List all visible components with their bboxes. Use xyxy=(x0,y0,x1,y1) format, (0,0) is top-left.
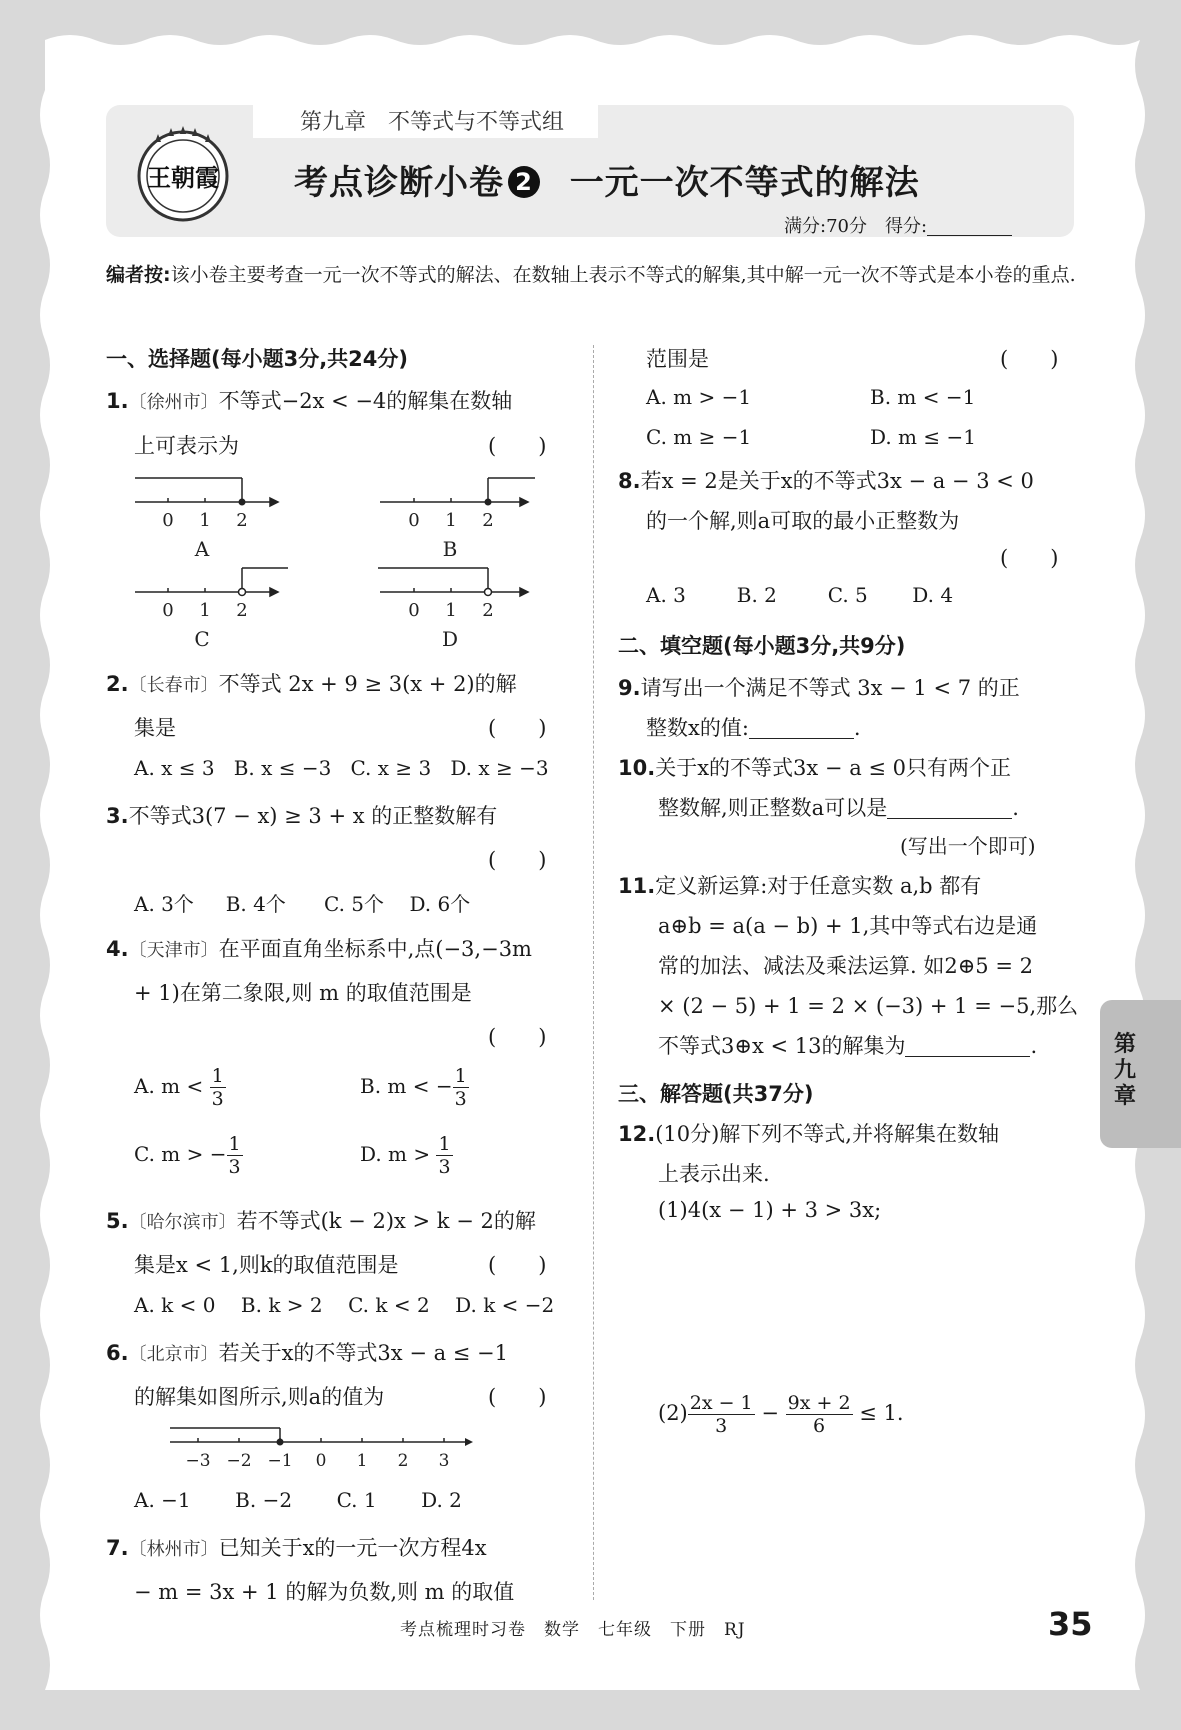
q5-line1: 5.〔哈尔滨市〕若不等式(k − 2)x > k − 2的解 xyxy=(106,1209,536,1233)
tick-label: 1 xyxy=(445,510,457,531)
q12-line2: 上表示出来. xyxy=(658,1162,770,1186)
tick-label: 1 xyxy=(445,600,457,621)
section-answer: 三、解答题(共37分) xyxy=(618,1082,814,1106)
q3-line1: 3.不等式3(7 − x) ≥ 3 + x 的正整数解有 xyxy=(106,804,498,828)
tick-label: 1 xyxy=(356,1451,368,1471)
q6-options: A. −1 B. −2 C. 1 D. 2 xyxy=(134,1488,462,1512)
q7-line2: − m = 3x + 1 的解为负数,则 m 的取值 xyxy=(134,1580,515,1604)
tick-label: 1 xyxy=(199,600,211,621)
q5-answer-paren[interactable]: ( ) xyxy=(488,1253,547,1277)
tick-label: −3 xyxy=(185,1451,211,1471)
tick-label: −1 xyxy=(267,1451,293,1471)
option-label-c: C xyxy=(194,627,210,651)
column-divider xyxy=(593,345,594,1600)
q11-line1: 11.定义新运算:对于任意实数 a,b 都有 xyxy=(618,874,982,898)
q12-part2: (2) $\frac{2x - 1}{3}$ − $\frac{9x + 2}{6}$ ≤ 1. xyxy=(658,1392,904,1437)
option-label-a: A xyxy=(194,537,210,561)
q6-line2: 的解集如图所示,则a的值为 xyxy=(134,1385,385,1409)
publisher-logo xyxy=(128,118,238,228)
section-choice: 一、选择题(每小题3分,共24分) xyxy=(106,347,409,371)
q10-line1: 10.关于x的不等式3x − a ≤ 0只有两个正 xyxy=(618,756,1012,780)
q3-options: A. 3个 B. 4个 C. 5个 D. 6个 xyxy=(134,892,471,916)
footer: 考点梳理时习卷 数学 七年级 下册 RJ xyxy=(400,1620,746,1640)
q4-line1: 4.〔天津市〕在平面直角坐标系中,点(−3,−3m xyxy=(106,937,532,961)
q8-answer-paren[interactable]: ( ) xyxy=(1000,546,1059,570)
q1-line2: 上可表示为 xyxy=(134,434,239,458)
q7-line3: 范围是 xyxy=(646,347,709,371)
q6-answer-paren[interactable]: ( ) xyxy=(488,1385,547,1409)
chapter-side-tab-label: 第九章 xyxy=(1114,1032,1137,1109)
q12-line1: 12.(10分)解下列不等式,并将解集在数轴 xyxy=(618,1122,999,1146)
q2-line2: 集是 xyxy=(134,716,176,740)
q2-line1: 2.〔长春市〕不等式 2x + 9 ≥ 3(x + 2)的解 xyxy=(106,672,517,696)
q4-option-d: D. m > $\frac{1}{3}$ xyxy=(360,1133,451,1178)
q6-number-line xyxy=(160,1420,480,1480)
q9-blank[interactable] xyxy=(749,720,854,739)
page-title: 考点诊断小卷 2 一元一次不等式的解法 xyxy=(294,163,920,203)
q11-line5: 不等式3⊕x < 13的解集为 . xyxy=(658,1034,1038,1058)
q6-line1: 6.〔北京市〕若关于x的不等式3x − a ≤ −1 xyxy=(106,1341,509,1365)
q8-line1: 8.若x = 2是关于x的不等式3x − a − 3 < 0 xyxy=(618,469,1034,493)
q7-option-b: B. m < −1 xyxy=(870,385,976,409)
tick-label: 0 xyxy=(408,510,420,531)
q4-option-a: A. m < $\frac{1}{3}$ xyxy=(134,1065,224,1110)
q11-line4: × (2 − 5) + 1 = 2 × (−3) + 1 = −5,那么 xyxy=(658,994,1079,1018)
logo-text: 王朝霞 xyxy=(147,163,219,192)
q12-part1: (1)4(x − 1) + 3 > 3x; xyxy=(658,1198,882,1222)
q1-answer-paren[interactable]: ( ) xyxy=(488,434,547,458)
chapter-title: 第九章 不等式与不等式组 xyxy=(300,110,565,135)
q5-line2: 集是x < 1,则k的取值范围是 xyxy=(134,1253,399,1277)
q3-answer-paren[interactable]: ( ) xyxy=(488,848,547,872)
q4-option-b: B. m < − $\frac{1}{3}$ xyxy=(360,1065,467,1110)
tick-label: 3 xyxy=(438,1451,450,1471)
q8-line2: 的一个解,则a可取的最小正整数为 xyxy=(646,509,960,533)
q7-answer-paren[interactable]: ( ) xyxy=(1000,347,1059,371)
q2-options: A. x ≤ 3 B. x ≤ −3 C. x ≥ 3 D. x ≥ −3 xyxy=(134,756,549,780)
q5-options: A. k < 0 B. k > 2 C. k < 2 D. k < −2 xyxy=(134,1293,555,1317)
q4-option-c: C. m > − $\frac{1}{3}$ xyxy=(134,1133,241,1178)
title-number-badge: 2 xyxy=(508,166,540,198)
q4-line2: + 1)在第二象限,则 m 的取值范围是 xyxy=(134,981,472,1005)
q10-blank[interactable] xyxy=(887,800,1012,819)
tick-label: 2 xyxy=(236,600,248,621)
option-label-b: B xyxy=(442,537,458,561)
q10-line2: 整数解,则正整数a可以是 . xyxy=(658,796,1019,820)
tick-label: 0 xyxy=(315,1451,327,1471)
q7-line1: 7.〔林州市〕已知关于x的一元一次方程4x xyxy=(106,1536,487,1560)
q2-answer-paren[interactable]: ( ) xyxy=(488,716,547,740)
tick-label: 0 xyxy=(162,600,174,621)
tick-label: 2 xyxy=(482,510,494,531)
q1-number-lines xyxy=(120,470,540,655)
q4-answer-paren[interactable]: ( ) xyxy=(488,1025,547,1049)
tick-label: 2 xyxy=(397,1451,409,1471)
tick-label: −2 xyxy=(226,1451,252,1471)
q11-line3: 常的加法、减法及乘法运算. 如2⊕5 = 2 xyxy=(658,954,1033,978)
page-number: 35 xyxy=(1048,1605,1093,1643)
score-line: 满分:70分 得分: xyxy=(784,212,1012,238)
editor-note: 编者按:该小卷主要考查一元一次不等式的解法、在数轴上表示不等式的解集,其中解一元一次不等式是本小卷的重点. xyxy=(106,264,1076,286)
option-label-d: D xyxy=(441,627,459,651)
tick-label: 2 xyxy=(482,600,494,621)
q7-option-c: C. m ≥ −1 xyxy=(646,425,752,449)
q7-option-d: D. m ≤ −1 xyxy=(870,425,976,449)
q11-line2: a⊕b = a(a − b) + 1,其中等式右边是通 xyxy=(658,914,1038,938)
tick-label: 0 xyxy=(162,510,174,531)
section-fill: 二、填空题(每小题3分,共9分) xyxy=(618,634,906,658)
q9-line1: 9.请写出一个满足不等式 3x − 1 < 7 的正 xyxy=(618,676,1020,700)
tick-label: 0 xyxy=(408,600,420,621)
tick-label: 1 xyxy=(199,510,211,531)
q9-line2: 整数x的值: . xyxy=(646,716,861,740)
tick-label: 2 xyxy=(236,510,248,531)
q8-options: A. 3 B. 2 C. 5 D. 4 xyxy=(646,583,954,607)
score-blank[interactable] xyxy=(927,219,1012,236)
q1-line1: 1.〔徐州市〕不等式−2x < −4的解集在数轴 xyxy=(106,389,513,413)
q10-hint: (写出一个即可) xyxy=(900,834,1036,858)
q11-blank[interactable] xyxy=(905,1038,1030,1057)
q7-option-a: A. m > −1 xyxy=(646,385,752,409)
